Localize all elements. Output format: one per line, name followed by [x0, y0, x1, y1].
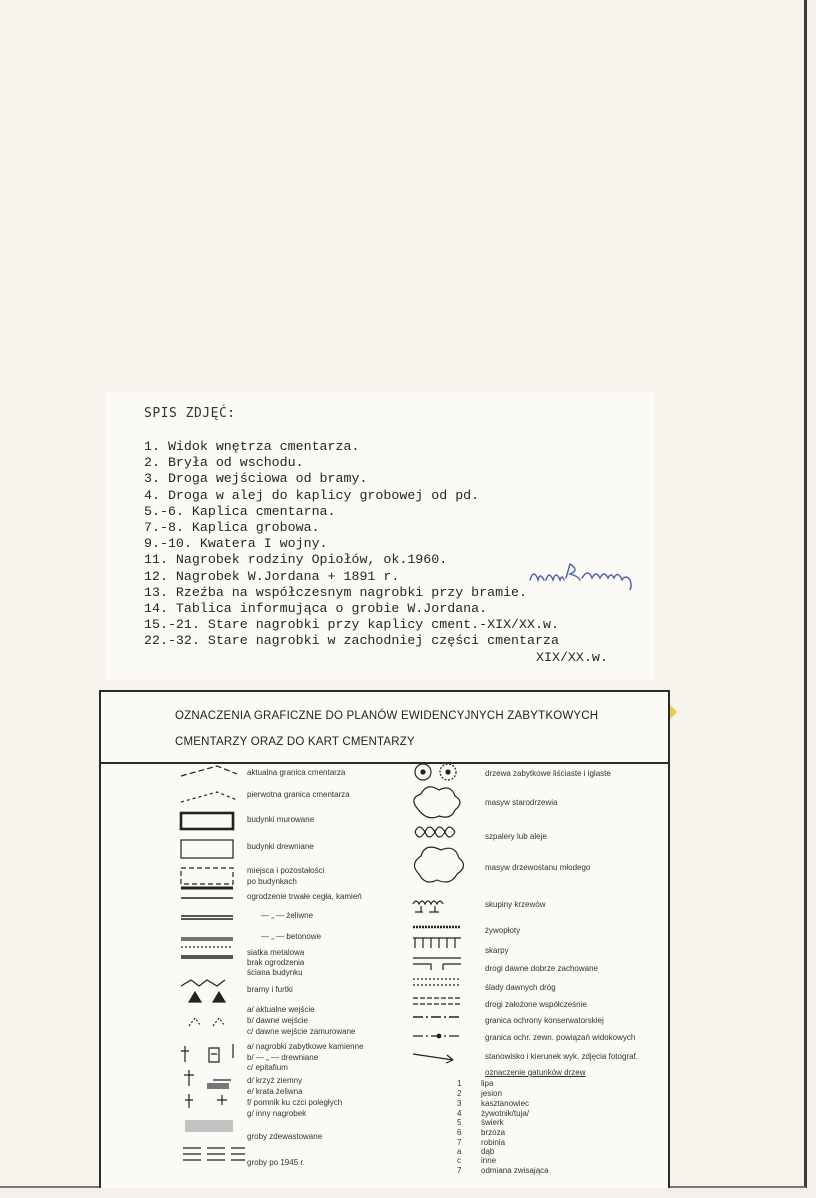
legend-label: groby zdewastowane [247, 1132, 323, 1141]
list-item: 22.-32. Stare nagrobki w zachodniej części cmentarza [144, 633, 559, 649]
legend-label: skupiny krzewów [485, 900, 546, 909]
legend-label: b/ dawne wejście [247, 1016, 308, 1025]
species-name: inne [481, 1156, 497, 1165]
masonry-building-icon [181, 813, 233, 829]
legend-label: masyw starodrzewia [485, 798, 558, 807]
legend-label: c/ epitafium [247, 1063, 288, 1072]
list-continuation: XIX/XX.w. [536, 650, 608, 665]
legend-label: brak ogrodzenia [247, 958, 305, 967]
handwritten-signature [526, 560, 656, 590]
young-trees-icon [414, 847, 463, 882]
old-trees-icon [414, 787, 460, 818]
species-code: 2 [457, 1089, 462, 1098]
modern-road-icon [413, 998, 461, 1004]
photo-list [144, 439, 559, 650]
legend-label: drzewa zabytkowe liściaste i iglaste [485, 769, 611, 778]
species-code: 4 [457, 1109, 462, 1118]
slope-icon [413, 938, 461, 948]
entrance-icon [189, 992, 225, 1002]
species-name: żywotnik/tuja/ [481, 1109, 530, 1118]
road-traces-icon [413, 979, 461, 985]
legend-label: miejsca i pozostałości [247, 866, 325, 875]
list-item: 7.-8. Kaplica grobowa. [144, 520, 320, 536]
legend-card [99, 690, 670, 1188]
legend-label: — „ — betonowe [261, 932, 322, 941]
species-code: 5 [457, 1118, 462, 1127]
photo-direction-icon [413, 1054, 453, 1063]
tree-alley-icon [415, 827, 455, 837]
legend-label: drogi założone współcześnie [485, 1000, 587, 1009]
legend-label: bramy i furtki [247, 985, 293, 994]
list-item: 3. Droga wejściowa od bramy. [144, 471, 368, 487]
list-item: 13. Rzeźba na współczesnym nagrobki przy bramie. [144, 584, 528, 600]
gate-icon [181, 980, 225, 986]
species-code: 7 [457, 1166, 462, 1175]
legend-label: e/ krata żeliwna [247, 1087, 303, 1096]
species-name: jesion [481, 1089, 502, 1098]
war-memorial-icon [185, 1094, 227, 1108]
devastated-graves-icon [185, 1120, 233, 1132]
wooden-building-icon [181, 840, 233, 858]
legend-symbols [101, 764, 668, 1188]
legend-label: budynki murowane [247, 815, 315, 824]
legend-label: c/ dawne wejście zamurowane [247, 1027, 356, 1036]
legend-label: ogrodzenie trwałe cegła, kamień [247, 892, 362, 901]
former-entrance-icon [189, 1018, 225, 1026]
photo-list-card [106, 392, 654, 680]
shrub-group-icon [413, 901, 443, 912]
legend-label: d/ krzyż ziemny [247, 1076, 303, 1085]
species-name: świerk [481, 1118, 504, 1127]
iron-grate-icon [207, 1083, 229, 1089]
legend-label: — „ — żeliwne [261, 911, 314, 920]
list-item: 14. Tablica informująca o grobie W.Jordana. [144, 601, 488, 617]
legend-label: drogi dawne dobrze zachowane [485, 964, 598, 973]
legend-label: b/ — „ — drewniane [247, 1053, 319, 1062]
legend-label: granica ochrony konserwatorskiej [485, 1016, 604, 1025]
species-name: odmiana zwisająca [481, 1166, 549, 1175]
species-code: a [457, 1147, 462, 1156]
legend-title-line2: CMENTARZY ORAZ DO KART CMENTARZY [175, 736, 415, 748]
building-wall-icon [181, 955, 233, 959]
list-item: 4. Droga w alej do kaplicy grobowej od pd. [144, 487, 480, 503]
old-road-icon [413, 958, 461, 970]
list-item: 11. Nagrobek rodziny Opiołów, ok.1960. [144, 552, 448, 568]
legend-label: groby po 1945 r. [247, 1158, 305, 1167]
legend-label: a/ aktualne wejście [247, 1005, 315, 1014]
species-title: oznaczenie gatunków drzew [485, 1068, 586, 1077]
legend-label: po budynkach [247, 877, 297, 886]
legend-header [101, 692, 668, 764]
list-item: 15.-21. Stare nagrobki przy kaplicy cment.-XIX/XX.w. [144, 617, 559, 633]
legend-label: a/ nagrobki zabytkowe kamienne [247, 1042, 364, 1051]
photo-list-title: SPIS ZDJĘĆ: [144, 406, 236, 421]
legend-label: granica ochr. zewn. powiązań widokowych [485, 1033, 636, 1042]
species-code: 6 [457, 1128, 462, 1137]
list-item: 1. Widok wnętrza cmentarza. [144, 439, 360, 454]
graves-after-1945-icon [183, 1148, 245, 1160]
legend-label: ściana budynku [247, 968, 303, 977]
species-name: dąb [481, 1147, 495, 1156]
legend-label: szpalery lub aleje [485, 832, 547, 841]
legend-label: ślady dawnych dróg [485, 983, 556, 992]
species-name: brzoza [481, 1128, 506, 1137]
species-code: 1 [457, 1079, 462, 1088]
building-remains-icon [181, 868, 233, 884]
legend-label: pierwotna granica cmentarza [247, 790, 350, 799]
list-item: 2. Bryła od wschodu. [144, 455, 304, 471]
legend-label: stanowisko i kierunek wyk. zdjęcia fotograf. [485, 1052, 638, 1061]
legend-label: aktualna granica cmentarza [247, 768, 346, 777]
monument-stone-icon [181, 1044, 233, 1062]
species-name: lipa [481, 1079, 494, 1088]
species-name: kasztanowiec [481, 1099, 530, 1108]
legend-label: budynki drewniane [247, 842, 314, 851]
legend-label: siatka metalowa [247, 948, 305, 957]
legend-label: g/ inny nagrobek [247, 1109, 307, 1118]
species-code: 7 [457, 1138, 462, 1147]
list-item: 5.-6. Kaplica cmentarna. [144, 503, 336, 519]
list-item: 9.-10. Kwatera I wojny. [144, 536, 328, 552]
species-name: robinia [481, 1138, 506, 1147]
legend-label: masyw drzewostanu młodego [485, 863, 591, 872]
legend-label: f/ pomnik ku czci poległych [247, 1098, 343, 1107]
legend-label: skarpy [485, 946, 509, 955]
species-code: c [457, 1156, 461, 1165]
legend-label: żywopłoty [485, 926, 521, 935]
species-code: 3 [457, 1099, 462, 1108]
boundary-current-icon [181, 766, 237, 776]
legend-title-line1: OZNACZENIA GRAFICZNE DO PLANÓW EWIDENCYJNYCH ZABYTKOWYCH [175, 710, 599, 722]
boundary-original-icon [181, 792, 237, 802]
list-item: 12. Nagrobek W.Jordana + 1891 r. [144, 568, 400, 584]
